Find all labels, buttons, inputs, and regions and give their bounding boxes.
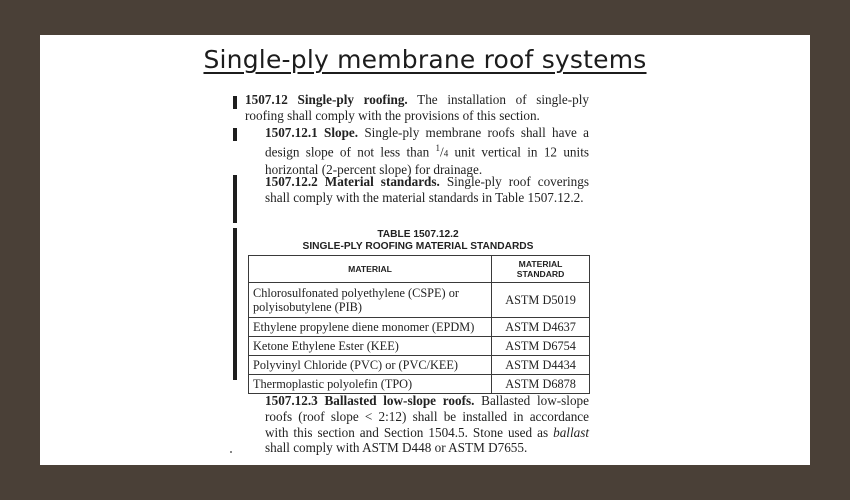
column-header-material: MATERIAL <box>249 256 492 283</box>
section-1507-12-1: 1507.12.1 Slope. Single-ply membrane roofs shall have a design slope of not less than $^1$/4 unit vertical in 12 units horizontal (2-percent slope) for drainage. <box>265 125 590 177</box>
material-standards-table <box>248 255 590 394</box>
section-body: shall comply with ASTM D448 or ASTM D7655. <box>265 440 528 456</box>
table-row <box>249 283 590 318</box>
section-body: The installation of single-ply roofing shall comply with the provisions of this section. <box>245 92 589 123</box>
fraction-numerator: 1 <box>435 142 441 153</box>
defined-term: ballast <box>553 424 589 440</box>
change-bar <box>233 128 237 141</box>
standard-cell: ASTM D6754 <box>492 337 590 356</box>
change-bar <box>233 175 237 223</box>
section-heading: 1507.12.3 Ballasted low-slope roofs. <box>265 393 475 408</box>
table-title: SINGLE-PLY ROOFING MATERIAL STANDARDS <box>302 240 534 252</box>
section-1507-12-3 <box>265 393 589 456</box>
section-body: Ballasted low-slope roofs (roof slope < 2:12) shall be installed in accordance with this section and Section 1504.5. Stone used as <box>265 393 589 440</box>
table-row <box>249 318 590 337</box>
standard-cell: ASTM D4434 <box>492 356 590 375</box>
table-number: TABLE 1507.12.2 <box>377 229 459 240</box>
material-cell: Ethylene propylene diene monomer (EPDM) <box>249 318 492 337</box>
section-body: unit vertical in 12 units horizontal (2-percent slope) for drainage. <box>265 144 589 177</box>
section-1507-12 <box>245 92 589 124</box>
column-header-line: STANDARD <box>516 269 565 279</box>
standard-cell: ASTM D4637 <box>492 318 590 337</box>
table-row <box>249 337 590 356</box>
material-cell: Ketone Ethylene Ester (KEE) <box>249 337 492 356</box>
scan-speck <box>230 451 232 453</box>
slide <box>40 35 810 465</box>
slide-title: Single-ply membrane roof systems <box>203 45 647 74</box>
section-body: Single-ply membrane roofs shall have a design slope of not less than <box>265 125 590 160</box>
material-cell <box>249 283 492 318</box>
section-heading: 1507.12.2 Material standards. <box>265 174 440 189</box>
section-heading: 1507.12 Single-ply roofing. <box>245 92 408 107</box>
material-cell: Thermoplastic polyolefin (TPO) <box>249 375 492 394</box>
table-row <box>249 375 590 394</box>
section-body: Single-ply roof coverings shall comply with the material standards in Table 1507.12.2. <box>265 174 589 205</box>
material-cell: Polyvinyl Chloride (PVC) or (PVC/KEE) <box>249 356 492 375</box>
table-row <box>249 356 590 375</box>
table-caption <box>248 229 588 252</box>
change-bar <box>233 228 237 380</box>
fraction-denominator: 4 <box>443 148 449 159</box>
section-heading: 1507.12.1 Slope. <box>265 125 359 140</box>
change-bar <box>233 96 237 109</box>
column-header-line: MATERIAL <box>518 259 563 269</box>
material-text: Chlorosulfonated polyethylene (CSPE) or <box>253 286 459 300</box>
column-header-standard <box>492 256 590 283</box>
material-text: polyisobutylene (PIB) <box>253 300 362 314</box>
standard-cell: ASTM D5019 <box>492 283 590 318</box>
section-1507-12-2 <box>265 174 589 206</box>
standard-cell: ASTM D6878 <box>492 375 590 394</box>
